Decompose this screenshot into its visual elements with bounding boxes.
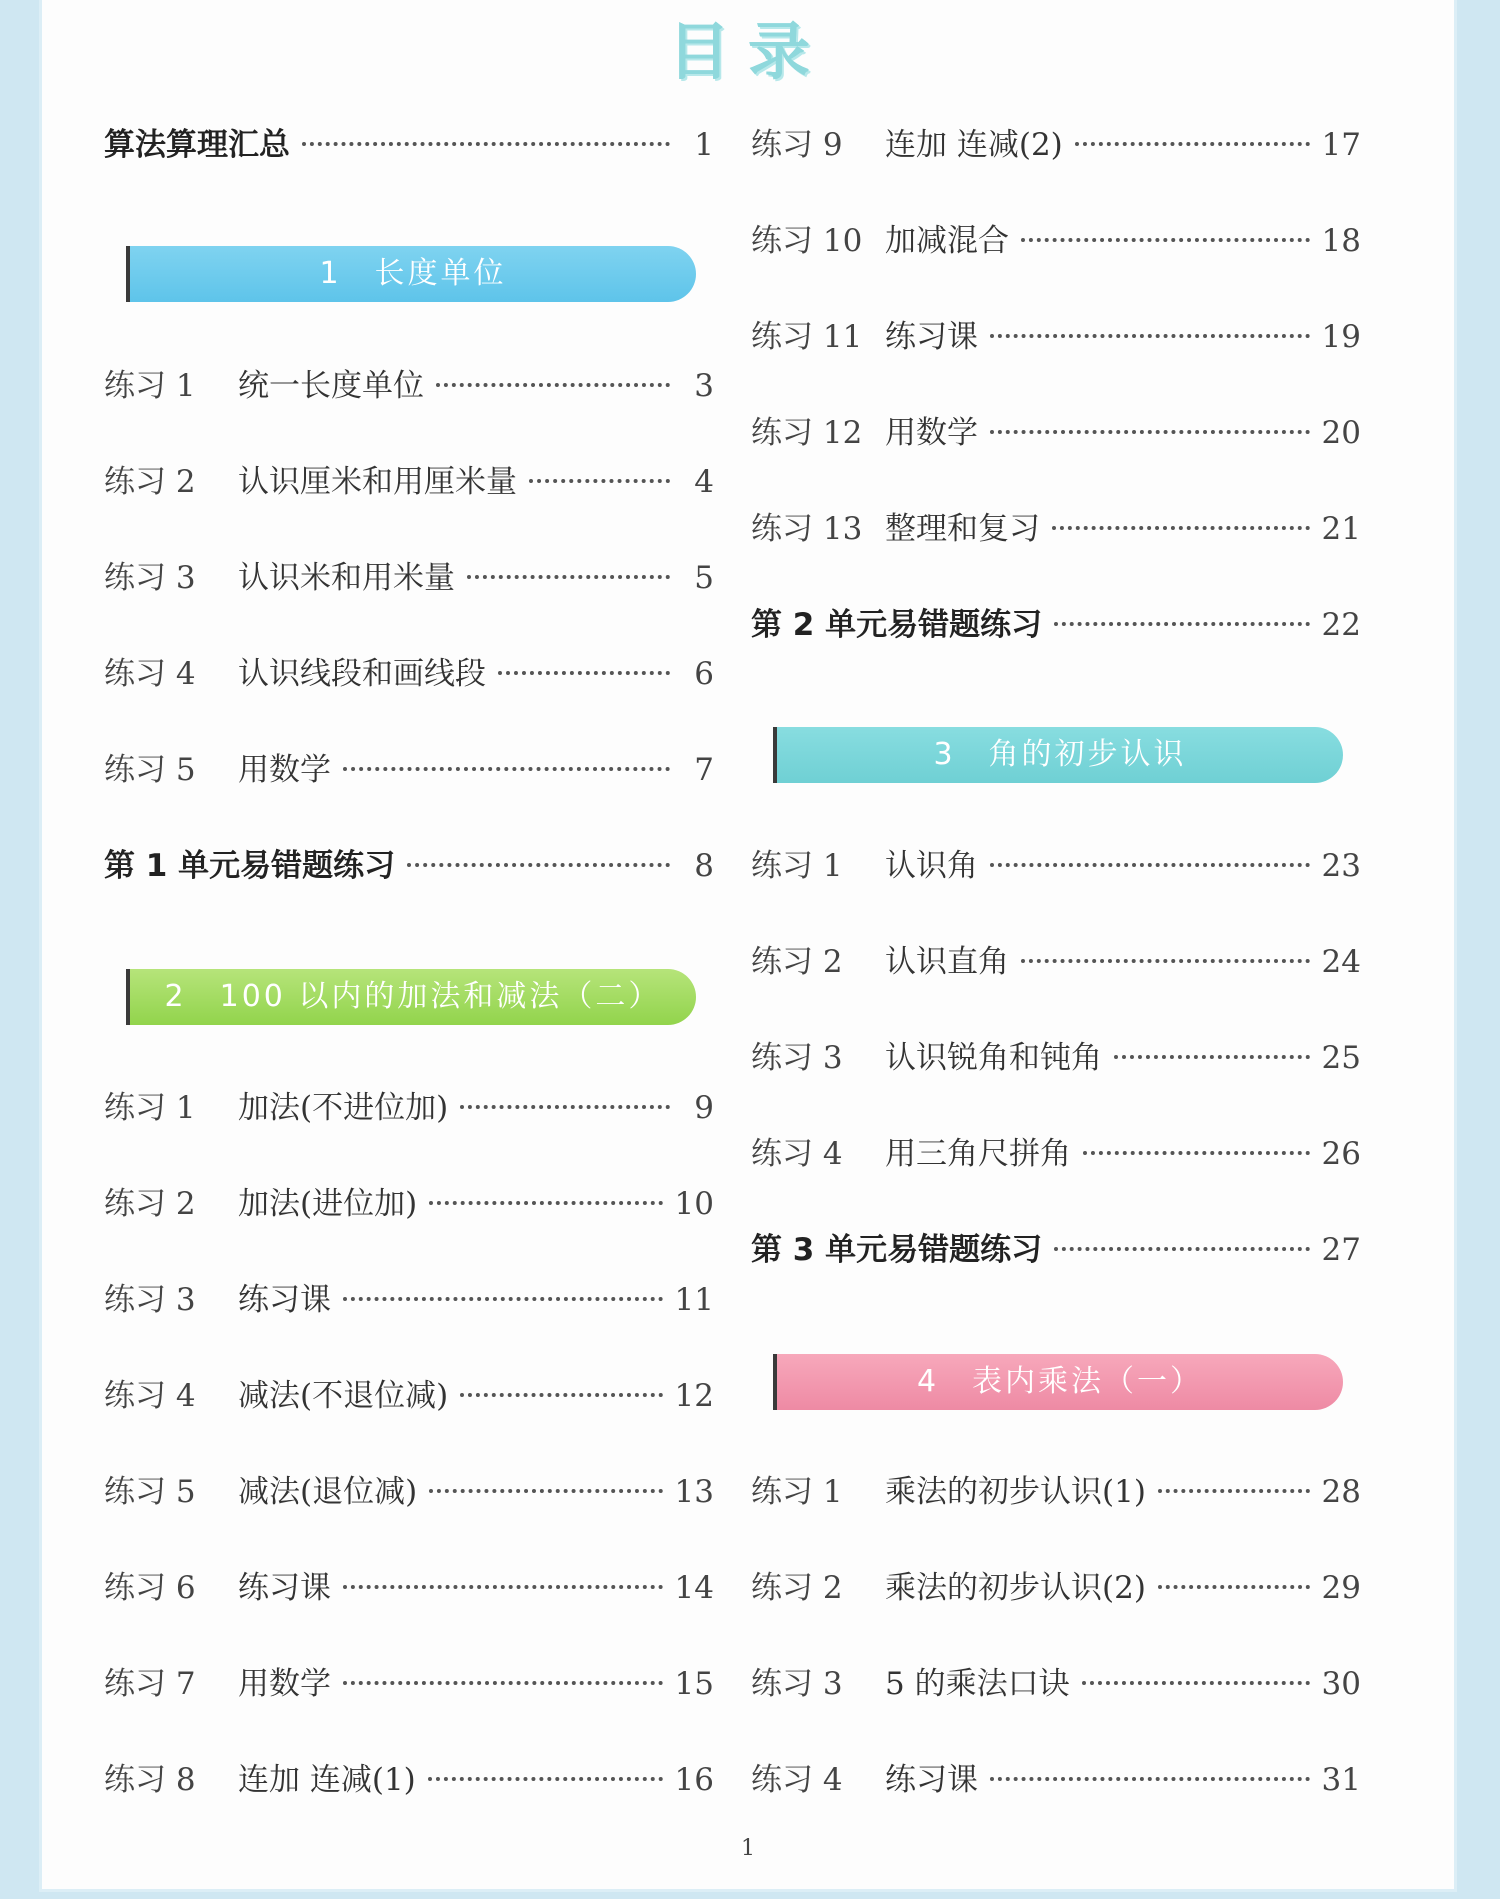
toc-entry[interactable] <box>751 1664 1361 1704</box>
entry-name: 统一长度单位 <box>238 368 424 404</box>
entry-page: 4 <box>694 464 714 500</box>
toc-entry[interactable] <box>751 1568 1361 1608</box>
entry-number: 练习 3 <box>751 1666 843 1702</box>
toc-entry[interactable] <box>104 558 714 598</box>
dot-leader <box>990 1777 1310 1781</box>
toc-entry[interactable] <box>751 317 1361 357</box>
dot-leader <box>1052 526 1310 530</box>
page-number: 1 <box>741 1836 755 1861</box>
entry-page: 31 <box>1321 1762 1361 1798</box>
entry-page: 5 <box>694 560 714 596</box>
entry-page: 15 <box>674 1666 714 1702</box>
entry-number: 练习 3 <box>104 560 196 596</box>
entry-page: 28 <box>1321 1474 1361 1510</box>
toc-entry[interactable] <box>751 1760 1361 1800</box>
entry-name: 认识直角 <box>885 944 1009 980</box>
dot-leader <box>1158 1585 1310 1589</box>
dot-leader <box>1114 1055 1310 1059</box>
entry-name: 连加 连减(1) <box>238 1762 416 1798</box>
left-column <box>104 0 714 1889</box>
dot-leader <box>1082 1681 1310 1685</box>
toc-entry[interactable] <box>751 509 1361 549</box>
entry-page: 30 <box>1321 1666 1361 1702</box>
entry-name: 认识米和用米量 <box>238 560 455 596</box>
dot-leader <box>343 1297 663 1301</box>
entry-name: 乘法的初步认识(2) <box>885 1570 1146 1606</box>
dot-leader <box>990 430 1310 434</box>
entry-name: 加法(进位加) <box>238 1186 418 1222</box>
entry-name: 算法算理汇总 <box>104 127 290 163</box>
entry-number: 练习 10 <box>751 223 863 259</box>
entry-number: 练习 3 <box>104 1282 196 1318</box>
entry-number: 练习 6 <box>104 1570 196 1606</box>
entry-number: 练习 4 <box>751 1136 843 1172</box>
entry-name: 练习课 <box>885 319 978 355</box>
toc-entry[interactable] <box>104 654 714 694</box>
entry-number: 练习 7 <box>104 1666 196 1702</box>
entry-number: 练习 11 <box>751 319 863 355</box>
unit-2-banner: 2 100 以内的加法和减法（二） <box>126 969 696 1025</box>
toc-entry[interactable] <box>104 1376 714 1416</box>
toc-entry[interactable] <box>104 366 714 406</box>
unit-4-banner: 4 表内乘法（一） <box>773 1354 1343 1410</box>
toc-entry-unit-3-review[interactable] <box>751 1230 1361 1270</box>
entry-name: 5 的乘法口诀 <box>885 1666 1070 1702</box>
entry-name: 用数学 <box>885 415 978 451</box>
entry-page: 24 <box>1321 944 1361 980</box>
entry-page: 11 <box>674 1282 714 1318</box>
entry-number: 练习 2 <box>751 944 843 980</box>
dot-leader <box>343 767 670 771</box>
entry-number: 练习 3 <box>751 1040 843 1076</box>
toc-entry[interactable] <box>104 1088 714 1128</box>
entry-page: 26 <box>1321 1136 1361 1172</box>
entry-number: 练习 8 <box>104 1762 196 1798</box>
dot-leader <box>1158 1489 1310 1493</box>
entry-name: 用数学 <box>238 1666 331 1702</box>
entry-name: 认识锐角和钝角 <box>885 1040 1102 1076</box>
entry-number: 练习 1 <box>751 848 843 884</box>
toc-entry[interactable] <box>751 1134 1361 1174</box>
entry-page: 27 <box>1321 1232 1361 1268</box>
toc-entry[interactable] <box>751 413 1361 453</box>
dot-leader <box>1021 238 1310 242</box>
entry-name: 第 1 单元易错题练习 <box>104 848 396 884</box>
entry-number: 练习 1 <box>104 368 196 404</box>
entry-page: 18 <box>1321 223 1361 259</box>
entry-name: 第 3 单元易错题练习 <box>751 1232 1043 1268</box>
entry-page: 23 <box>1321 848 1361 884</box>
toc-entry-unit-2-review[interactable] <box>751 605 1361 645</box>
entry-name: 用数学 <box>238 752 331 788</box>
entry-page: 19 <box>1321 319 1361 355</box>
entry-number: 练习 2 <box>104 1186 196 1222</box>
toc-entry[interactable] <box>751 125 1361 165</box>
dot-leader <box>498 671 670 675</box>
toc-entry[interactable] <box>104 1184 714 1224</box>
entry-page: 29 <box>1321 1570 1361 1606</box>
entry-page: 16 <box>674 1762 714 1798</box>
dot-leader <box>990 334 1310 338</box>
toc-entry[interactable] <box>104 1760 714 1800</box>
entry-name: 练习课 <box>238 1282 331 1318</box>
entry-page: 6 <box>694 656 714 692</box>
dot-leader <box>302 142 670 146</box>
entry-number: 练习 5 <box>104 752 196 788</box>
entry-page: 10 <box>674 1186 714 1222</box>
entry-name: 减法(退位减) <box>238 1474 418 1510</box>
dot-leader <box>1083 1151 1310 1155</box>
entry-name: 加减混合 <box>885 223 1009 259</box>
dot-leader <box>990 863 1310 867</box>
entry-number: 练习 13 <box>751 511 863 547</box>
entry-name: 认识线段和画线段 <box>238 656 486 692</box>
toc-entry[interactable] <box>751 1038 1361 1078</box>
entry-page: 25 <box>1321 1040 1361 1076</box>
toc-entry[interactable] <box>104 462 714 502</box>
entry-page: 9 <box>694 1090 714 1126</box>
entry-name: 加法(不进位加) <box>238 1090 449 1126</box>
entry-number: 练习 5 <box>104 1474 196 1510</box>
dot-leader <box>529 479 670 483</box>
entry-page: 12 <box>674 1378 714 1414</box>
entry-number: 练习 1 <box>104 1090 196 1126</box>
entry-name: 乘法的初步认识(1) <box>885 1474 1146 1510</box>
dot-leader <box>343 1585 663 1589</box>
entry-number: 练习 9 <box>751 127 843 163</box>
dot-leader <box>428 1777 663 1781</box>
dot-leader <box>1054 1247 1309 1251</box>
dot-leader <box>460 1105 670 1109</box>
entry-page: 14 <box>674 1570 714 1606</box>
entry-name: 练习课 <box>238 1570 331 1606</box>
toc-entry[interactable] <box>104 1568 714 1608</box>
entry-name: 连加 连减(2) <box>885 127 1063 163</box>
entry-name: 认识厘米和用厘米量 <box>238 464 517 500</box>
entry-page: 7 <box>694 752 714 788</box>
page-title: 目录 <box>667 15 828 88</box>
entry-name: 第 2 单元易错题练习 <box>751 607 1043 643</box>
dot-leader <box>1054 622 1309 626</box>
entry-number: 练习 1 <box>751 1474 843 1510</box>
entry-page: 8 <box>694 848 714 884</box>
toc-entry[interactable] <box>751 1472 1361 1512</box>
toc-entry[interactable] <box>751 221 1361 261</box>
entry-name: 整理和复习 <box>885 511 1040 547</box>
entry-page: 21 <box>1321 511 1361 547</box>
entry-number: 练习 4 <box>751 1762 843 1798</box>
dot-leader <box>1021 959 1310 963</box>
right-column <box>751 0 1361 1889</box>
dot-leader <box>429 1201 662 1205</box>
unit-3-banner: 3 角的初步认识 <box>773 727 1343 783</box>
unit-1-banner: 1 长度单位 <box>126 246 696 302</box>
dot-leader <box>1075 142 1310 146</box>
dot-leader <box>343 1681 663 1685</box>
dot-leader <box>467 575 670 579</box>
entry-name: 练习课 <box>885 1762 978 1798</box>
toc-entry[interactable] <box>751 942 1361 982</box>
entry-page: 1 <box>694 127 714 163</box>
entry-number: 练习 4 <box>104 656 196 692</box>
dot-leader <box>436 383 670 387</box>
dot-leader <box>407 863 670 867</box>
entry-name: 减法(不退位减) <box>238 1378 449 1414</box>
dot-leader <box>460 1393 662 1397</box>
entry-page: 20 <box>1321 415 1361 451</box>
entry-page: 13 <box>674 1474 714 1510</box>
entry-number: 练习 2 <box>751 1570 843 1606</box>
entry-name: 认识角 <box>885 848 978 884</box>
toc-entry[interactable] <box>104 1280 714 1320</box>
entry-page: 22 <box>1321 607 1361 643</box>
toc-entry-summary[interactable] <box>104 125 714 165</box>
toc-entry[interactable] <box>751 846 1361 886</box>
toc-entry-unit-1-review[interactable] <box>104 846 714 886</box>
entry-number: 练习 2 <box>104 464 196 500</box>
toc-entry[interactable] <box>104 750 714 790</box>
entry-name: 用三角尺拼角 <box>885 1136 1071 1172</box>
toc-entry[interactable] <box>104 1664 714 1704</box>
entry-number: 练习 4 <box>104 1378 196 1414</box>
entry-page: 3 <box>694 368 714 404</box>
entry-number: 练习 12 <box>751 415 863 451</box>
dot-leader <box>429 1489 662 1493</box>
toc-entry[interactable] <box>104 1472 714 1512</box>
toc-page <box>42 0 1454 1889</box>
entry-page: 17 <box>1321 127 1361 163</box>
